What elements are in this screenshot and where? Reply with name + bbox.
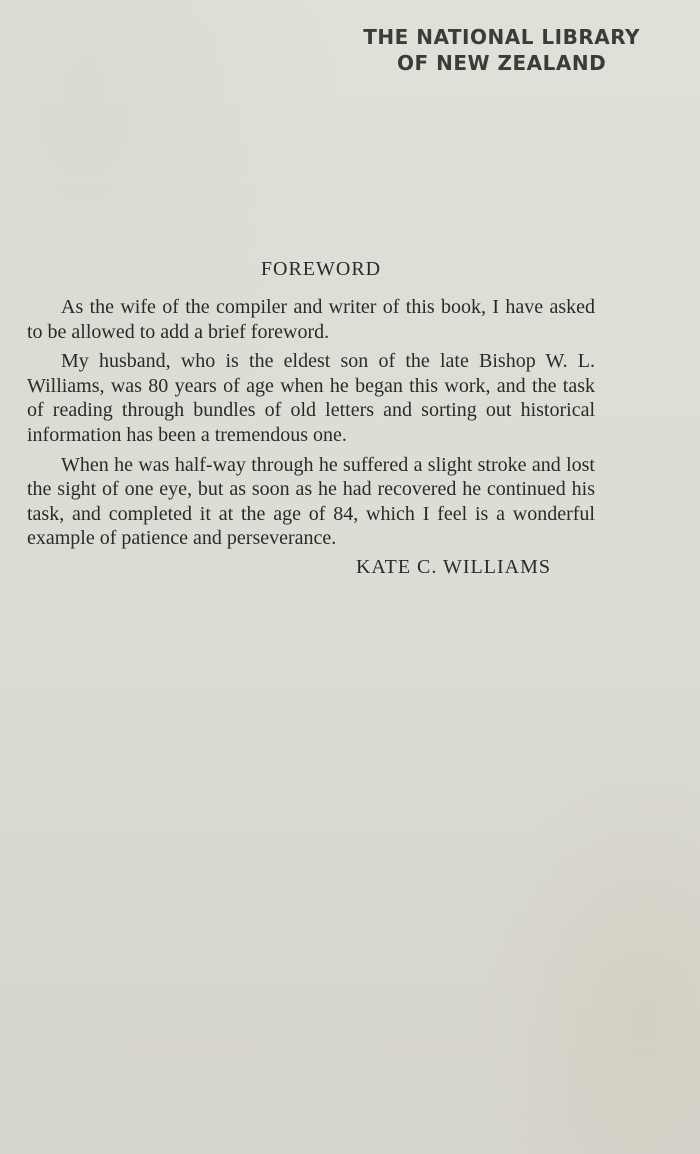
stamp-line-2: OF NEW ZEALAND [396, 51, 607, 75]
foreword-paragraph-2: My husband, who is the eldest son of the late Bishop W. L. Williams, was 80 years of age when he began this work, and the task of reading through bundles of old letters and sorting out historical information has been a tremendous one. [27, 350, 595, 446]
stamp-line-1: THE NATIONAL LIBRARY [363, 25, 640, 49]
library-stamp [363, 24, 640, 76]
foreword-signature: KATE C. WILLIAMS [355, 555, 551, 578]
foreword-paragraph-1: As the wife of the compiler and writer of this book, I have asked to be allowed to add a brief foreword. [27, 296, 595, 343]
foreword-section [27, 258, 595, 579]
foreword-title: FOREWORD [260, 258, 382, 280]
foreword-paragraph-3: When he was half-way through he suffered a slight stroke and lost the sight of one eye, but as soon as he had recovered he continued his task, and completed it at the age of 84, which I feel is a wonderful example of patience and perseverance. [27, 453, 595, 550]
